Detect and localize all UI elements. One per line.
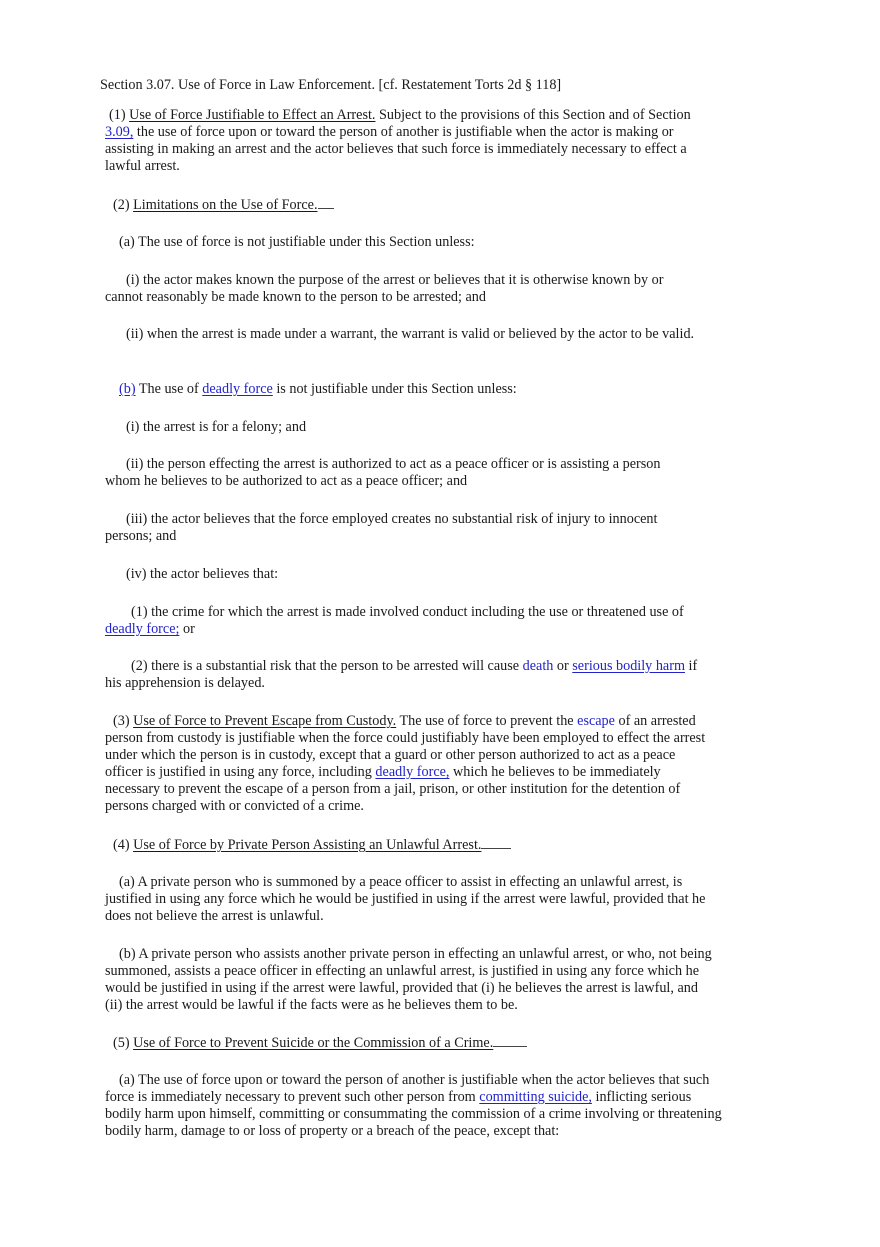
paragraph-number-link[interactable]: (b) bbox=[119, 381, 136, 397]
paragraph-number: (i) bbox=[126, 419, 140, 435]
paragraph-5 bbox=[105, 1034, 725, 1052]
paragraph-4 bbox=[105, 836, 725, 854]
underline-tail bbox=[318, 196, 334, 209]
section-ref-link[interactable]: 3.09, bbox=[105, 124, 134, 140]
paragraph-2a-i: (i) the actor makes known the purpose of the arrest or believes that it is otherwise known by or cannot reasonably be made known to the person to be arrested; and bbox=[105, 272, 664, 305]
paragraph-number: (ii) bbox=[126, 456, 144, 472]
paragraph-2b-ii: (ii) the person effecting the arrest is authorized to act as a peace officer or is assisting a person whom he believes to be authorized to act as a peace officer; and bbox=[105, 456, 661, 489]
paragraph-heading: Use of Force to Prevent Escape from Custody. bbox=[133, 713, 397, 729]
paragraph-2a: (a) The use of force is not justifiable under this Section unless: bbox=[119, 234, 475, 250]
underline-tail bbox=[481, 836, 511, 849]
paragraph-number: (4) bbox=[113, 837, 130, 853]
escape-link[interactable]: escape bbox=[577, 713, 615, 729]
deadly-force-link[interactable]: deadly force bbox=[202, 381, 273, 397]
paragraph-2b-iv: (iv) the actor believes that: bbox=[126, 566, 279, 582]
paragraph-number: (iii) bbox=[126, 511, 148, 527]
paragraph-number: (b) bbox=[119, 946, 136, 962]
paragraph-number: (a) bbox=[119, 874, 135, 890]
paragraph-3: (3) Use of Force to Prevent Escape from Custody. The use of force to prevent the escape of an arrested person from custody is justifiable when the force could justifiably have been employed to effect the arrest under which the person is in custody, except that a guard or other person authorized to act as a peace officer is justified in using any force, including deadly force, which he believes to be immediately necessary to prevent the escape of a person from a jail, prison, or other institution for the detention of persons charged with or convicted of a crime. bbox=[105, 713, 706, 814]
deadly-force-link[interactable]: deadly force, bbox=[375, 764, 450, 780]
paragraph-4a: (a) A private person who is summoned by a peace officer to assist in effecting an unlawful arrest, is justified in using any force which he would be justified in using if the arrest were lawful, provided that he does not believe the arrest is unlawful. bbox=[105, 874, 706, 924]
paragraph-2b-iv-2: (2) there is a substantial risk that the person to be arrested will cause death or serious bodily harm if his apprehension is delayed. bbox=[105, 658, 698, 691]
paragraph-heading: Use of Force by Private Person Assisting an Unlawful Arrest. bbox=[133, 837, 482, 853]
paragraph-5a: (a) The use of force upon or toward the person of another is justifiable when the actor believes that such force is immediately necessary to prevent such other person from committing suicide, inflicting serious bodily harm upon himself, committing or consummating the commission of a crime involving or threatening bodily harm, damage to or loss of property or a breach of the peace, except that: bbox=[105, 1072, 722, 1139]
paragraph-2 bbox=[105, 196, 725, 214]
paragraph-number: (3) bbox=[113, 713, 130, 729]
paragraph-2b-iii: (iii) the actor believes that the force employed creates no substantial risk of injury to innocent persons; and bbox=[105, 511, 658, 544]
paragraph-number: (iv) bbox=[126, 566, 147, 582]
paragraph-number: (a) bbox=[119, 1072, 135, 1088]
paragraph-number: (i) bbox=[126, 272, 140, 288]
paragraph-2b-i: (i) the arrest is for a felony; and bbox=[126, 419, 307, 435]
paragraph-1: (1) Use of Force Justifiable to Effect an Arrest. Subject to the provisions of this Section and of Section 3.09, the use of force upon or toward the person of another is justifiable when the actor is making or assisting in making an arrest and the actor believes that such force is immediately necessary to effect a lawful arrest. bbox=[105, 107, 691, 174]
paragraph-heading: Use of Force Justifiable to Effect an Arrest. bbox=[129, 107, 376, 123]
paragraph-heading: Limitations on the Use of Force. bbox=[133, 197, 318, 213]
paragraph-2a-ii: (ii) when the arrest is made under a warrant, the warrant is valid or believed by the actor to be valid. bbox=[126, 326, 695, 342]
paragraph-number: (a) bbox=[119, 234, 135, 250]
paragraph-number: (1) bbox=[131, 604, 148, 620]
serious-bodily-harm-link[interactable]: serious bodily harm bbox=[572, 658, 685, 674]
paragraph-number: (ii) bbox=[126, 326, 144, 342]
death-link[interactable]: death bbox=[522, 658, 554, 674]
paragraph-heading: Use of Force to Prevent Suicide or the Commission of a Crime. bbox=[133, 1035, 494, 1051]
paragraph-number: (2) bbox=[113, 197, 130, 213]
paragraph-number: (2) bbox=[131, 658, 148, 674]
paragraph-4b: (b) A private person who assists another private person in effecting an unlawful arrest, or who, not being summoned, assists a peace officer in effecting an unlawful arrest, is justified in using any force which he would be justified in using if the arrest were lawful, provided that (i) he believes the arrest is lawful, and (ii) the arrest would be lawful if the facts were as he believes them to be. bbox=[105, 946, 712, 1013]
committing-suicide-link[interactable]: committing suicide, bbox=[479, 1089, 592, 1105]
paragraph-2b-iv-1: (1) the crime for which the arrest is made involved conduct including the use or threatened use of deadly force; or bbox=[105, 604, 684, 637]
paragraph-number: (5) bbox=[113, 1035, 130, 1051]
paragraph-2b: (b) The use of deadly force is not justifiable under this Section unless: bbox=[119, 381, 517, 397]
section-title: Section 3.07. Use of Force in Law Enforcement. [cf. Restatement Torts 2d § 118] bbox=[100, 77, 562, 93]
paragraph-number: (1) bbox=[109, 107, 126, 123]
underline-tail bbox=[493, 1034, 527, 1047]
deadly-force-link[interactable]: deadly force; bbox=[105, 621, 180, 637]
